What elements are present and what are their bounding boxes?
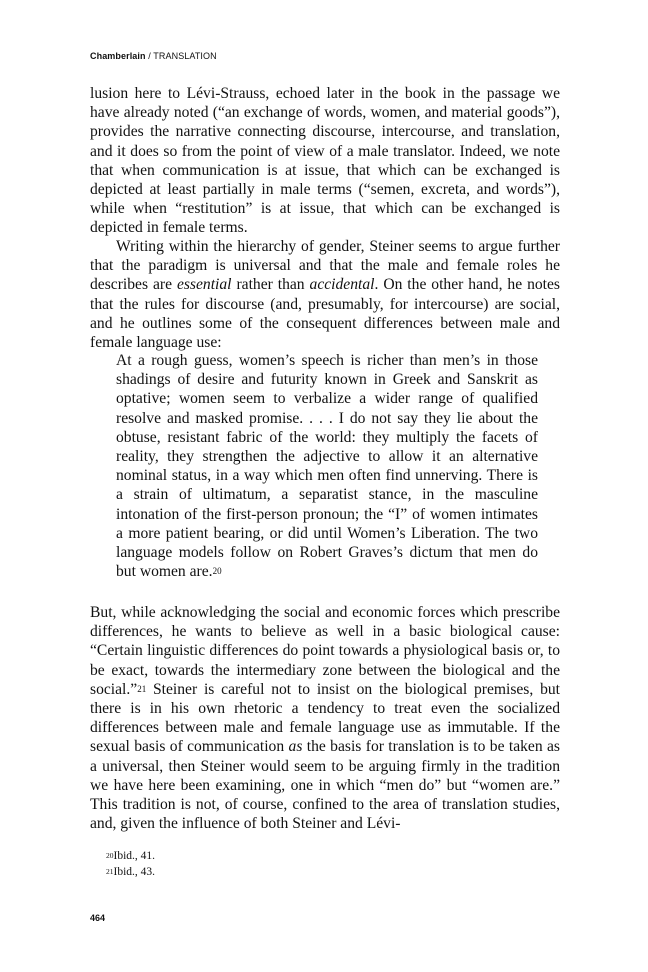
footnote-21 xyxy=(106,864,155,880)
running-head-section: TRANSLATION xyxy=(153,51,217,61)
paragraph-2 xyxy=(90,237,560,352)
footnote-text: Ibid., 43. xyxy=(113,866,156,878)
emphasis-essential: essential xyxy=(176,276,232,294)
running-head xyxy=(90,51,217,61)
paragraph-3 xyxy=(90,603,560,833)
footnote-number: 20 xyxy=(106,851,114,860)
paragraph-1 xyxy=(90,84,560,238)
paragraph-3-text-a: But, while acknowledging the social and economic forces which prescribe differences, he wants to believe as well in a basic biological cause: “Certain linguistic differences do point towards a physiological basis or, to be exact, towards the intermediary zone between the biological and the social.” xyxy=(90,604,560,698)
paragraph-3-text-c: the basis for translation is to be taken as a universal, then Steiner would seem to be arguing firmly in the tradition we have here been examining, one in which “men do” but “women are.” This tradition is not, of course, confined to the area of translation studies, and, given the influence of both Steiner and Lévi- xyxy=(90,738,560,833)
footnotes xyxy=(106,848,155,880)
paragraph-2-text-b: rather than xyxy=(231,276,310,294)
paragraph-2-text-c: . On the other hand, he notes that the rules for discourse (and, presumably, for intercourse) are social, and he outlines some of the consequent differences between male and female language use: xyxy=(90,276,560,352)
footnote-number: 21 xyxy=(106,867,114,876)
footnote-text: Ibid., 41. xyxy=(113,850,156,862)
footnote-ref-21: 21 xyxy=(137,683,147,694)
footnote-20 xyxy=(106,848,155,864)
paragraph-2-text-a: Writing within the hierarchy of gender, Steiner seems to argue further that the paradigm is universal and that the male and female roles he describes are xyxy=(90,238,560,294)
emphasis-accidental: accidental xyxy=(309,276,375,294)
running-head-separator: / xyxy=(148,51,151,61)
emphasis-as: as xyxy=(288,738,303,756)
paragraph-1-text: lusion here to Lévi-Strauss, echoed later in the book in the passage we have already noted (“an exchange of words, women, and material goods”), provides the narrative connecting discourse, intercourse, and translation, and it does so from the point of view of a male translator. Indeed, we note that when communication is at issue, that which can be exchanged is depicted at least partially in male terms (“semen, excreta, and words”), while when “restitution” is at issue, that which can be exchanged is depicted in female terms. xyxy=(90,85,560,237)
paragraph-3-text-b: Steiner is careful not to insist on the biological premises, but there is in his own rhetoric a tendency to treat even the socialized differences between male and female language use as immutable. If the sexual basis of communication xyxy=(90,680,560,756)
block-quote xyxy=(116,351,538,581)
footnote-ref-20: 20 xyxy=(212,566,222,577)
page-number: 464 xyxy=(90,913,106,923)
running-head-author: Chamberlain xyxy=(90,51,146,61)
block-quote-text: At a rough guess, women’s speech is richer than men’s in those shadings of desire and futurity known in Greek and Sanskrit as optative; women seem to verbalize a wider range of qualified resolve and masked promise. . . . I do not say they lie about the obtuse, resistant fabric of the world: they multiply the facets of reality, they strengthen the adjective to allow it an alternative nominal status, in a way which men often find unnerving. There is a strain of ultimatum, a separatist stance, in the masculine intonation of the first-person pronoun; the “I” of women intimates a more patient bearing, or did until Women’s Liberation. The two language models follow on Robert Graves’s dictum that men do but women are. xyxy=(116,352,538,581)
